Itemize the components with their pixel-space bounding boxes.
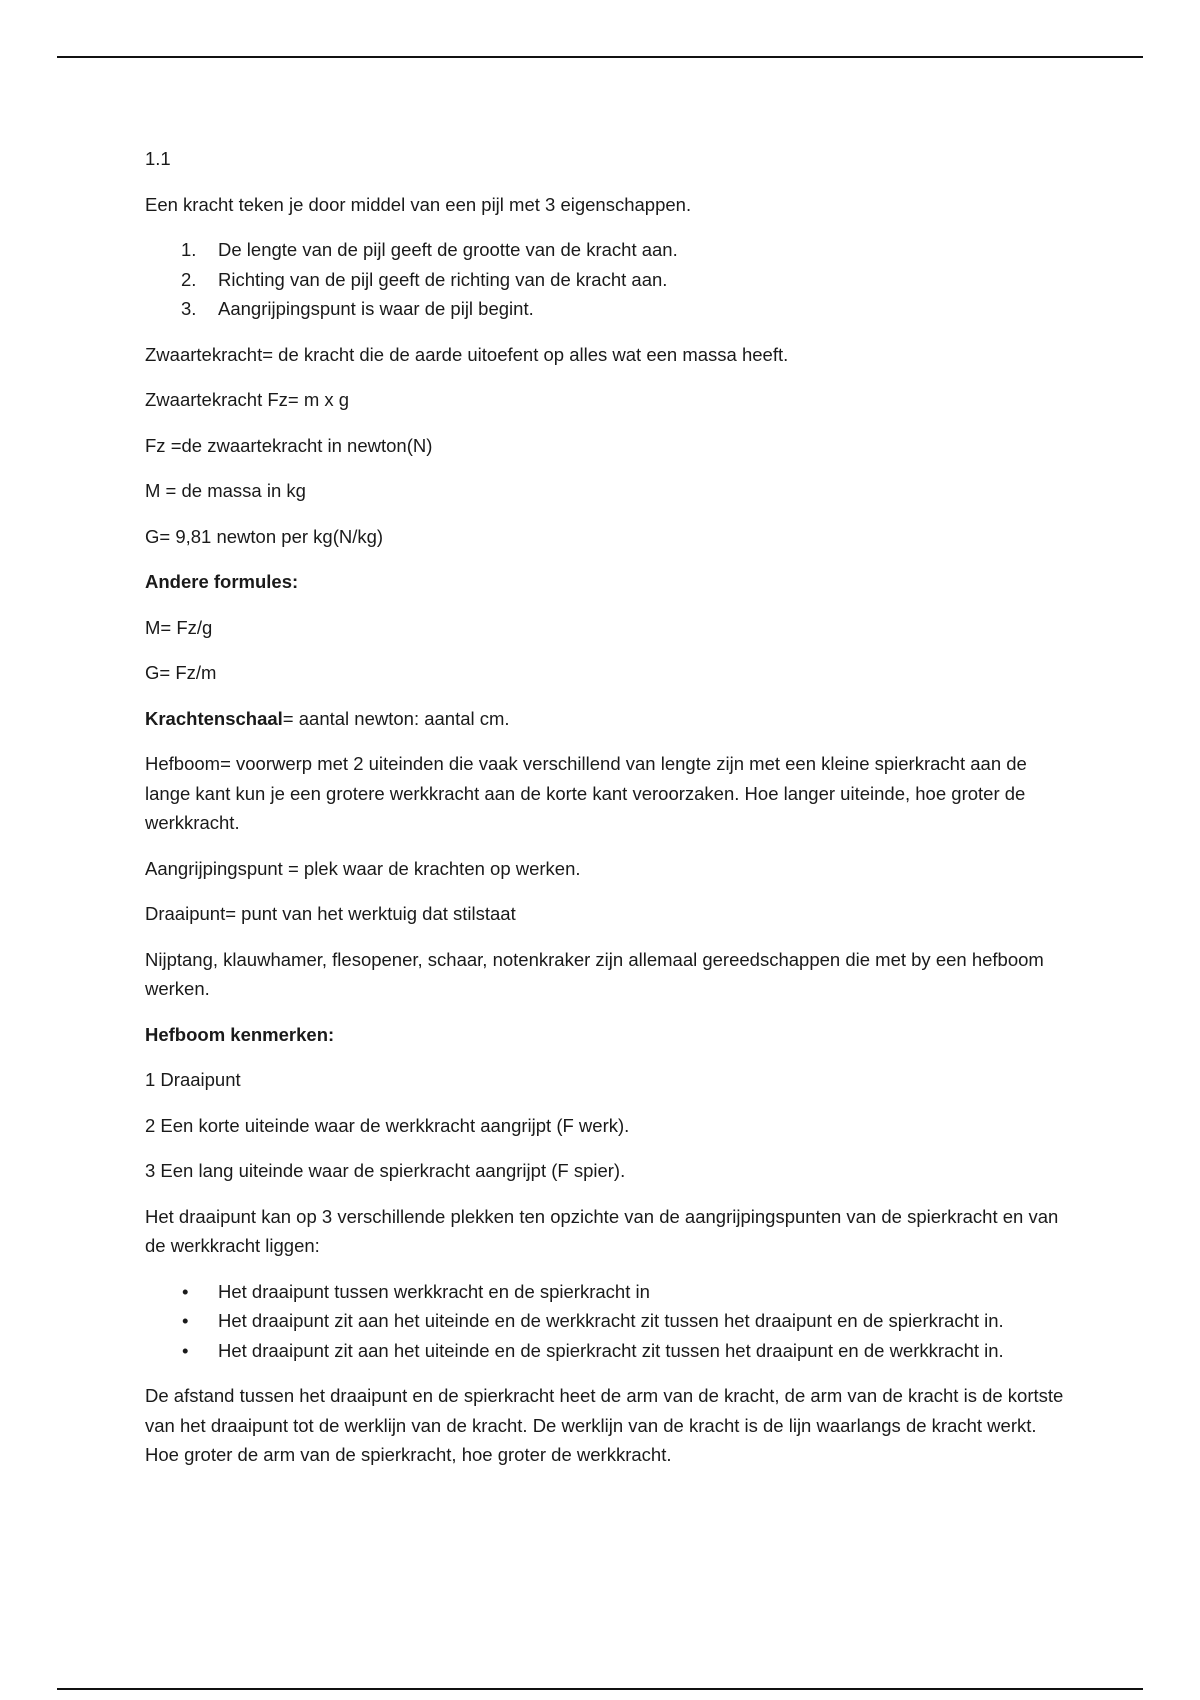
list-number: 3.: [181, 298, 197, 319]
list-item-text: De lengte van de pijl geeft de grootte van de kracht aan.: [218, 239, 678, 260]
properties-list: [145, 235, 1065, 324]
mass-definition: M = de massa in kg: [145, 480, 306, 501]
pivot-definition: Draaipunt= punt van het werktuig dat stilstaat: [145, 903, 516, 924]
list-item-text: Het draaipunt zit aan het uiteinde en de spierkracht zit tussen het draaipunt en de werkkracht in.: [218, 1339, 1004, 1361]
gravity-definition: Zwaartekracht= de kracht die de aarde uitoefent op alles wat een massa heeft.: [145, 343, 789, 365]
header-rule: [57, 56, 1143, 58]
formula-g: G= Fz/m: [145, 662, 217, 683]
formula-mass: M= Fz/g: [145, 616, 213, 638]
lever-definition: Hefboom= voorwerp met 2 uiteinden die vaak verschillend van lengte zijn met een kleine spierkracht aan de lange kant kun je een grotere werkkracht aan de korte kant veroorzaken. Hoe langer uiteinde, hoe groter de werkkracht.: [145, 753, 1027, 833]
force-scale-definition: [145, 704, 1065, 734]
other-formulas-heading: [145, 567, 1065, 597]
feature-short-end: 2 Een korte uiteinde waar de werkkracht aangrijpt (F werk).: [145, 1114, 630, 1136]
bullet-icon: •: [182, 1310, 189, 1331]
list-item-text: Aangrijpingspunt is waar de pijl begint.: [218, 298, 534, 319]
section-number: 1.1: [145, 148, 171, 169]
list-item-text: Het draaipunt tussen werkkracht en de spierkracht in: [218, 1280, 650, 1302]
list-item-text: Richting van de pijl geeft de richting van de kracht aan.: [218, 268, 668, 290]
pivot-positions-list: [145, 1277, 1065, 1366]
gravity-formula: Zwaartekracht Fz= m x g: [145, 389, 350, 410]
lever-features-title: Hefboom kenmerken:: [145, 1023, 335, 1045]
list-item: [145, 235, 1065, 265]
lever-features-heading: [145, 1020, 1065, 1050]
feature-pivot: 1 Draaipunt: [145, 1069, 241, 1090]
feature-long-end: 3 Een lang uiteinde waar de spierkracht aangrijpt (F spier).: [145, 1160, 626, 1181]
pivot-positions-intro: Het draaipunt kan op 3 verschillende plekken ten opzichte van de aangrijpingspunten van de spierkracht en van de werkkracht liggen:: [145, 1205, 1059, 1256]
list-item: [145, 265, 1065, 295]
arm-paragraph: De afstand tussen het draaipunt en de spierkracht heet de arm van de kracht, de arm van de kracht is de kortste van het draaipunt tot de werklijn van de kracht. De werklijn van de kracht is de lijn waarlangs de kracht werkt. Hoe groter de arm van de spierkracht, hoe groter de werkkracht.: [145, 1385, 1064, 1465]
document-body: [145, 144, 1065, 1486]
list-item: [145, 1306, 1065, 1336]
list-number: 2.: [181, 268, 197, 290]
list-item-text: Het draaipunt zit aan het uiteinde en de werkkracht zit tussen het draaipunt en de spierkracht in.: [218, 1310, 1004, 1331]
footer-rule: [57, 1688, 1143, 1690]
g-definition: G= 9,81 newton per kg(N/kg): [145, 525, 384, 547]
list-item: [145, 1336, 1065, 1366]
list-item: [145, 294, 1065, 324]
intro-paragraph: Een kracht teken je door middel van een pijl met 3 eigenschappen.: [145, 193, 692, 215]
tools-paragraph: Nijptang, klauwhamer, flesopener, schaar, notenkraker zijn allemaal gereedschappen die met by een hefboom werken.: [145, 948, 1044, 999]
force-scale-text: = aantal newton: aantal cm.: [282, 707, 510, 729]
list-item: [145, 1277, 1065, 1307]
list-number: 1.: [181, 239, 197, 260]
bullet-icon: •: [182, 1280, 189, 1302]
attach-point-definition: Aangrijpingspunt = plek waar de krachten op werken.: [145, 857, 581, 879]
force-scale-term: Krachtenschaal: [145, 707, 283, 729]
other-formulas-title: Andere formules:: [145, 571, 299, 592]
bullet-icon: •: [182, 1339, 189, 1361]
fz-definition: Fz =de zwaartekracht in newton(N): [145, 434, 433, 456]
